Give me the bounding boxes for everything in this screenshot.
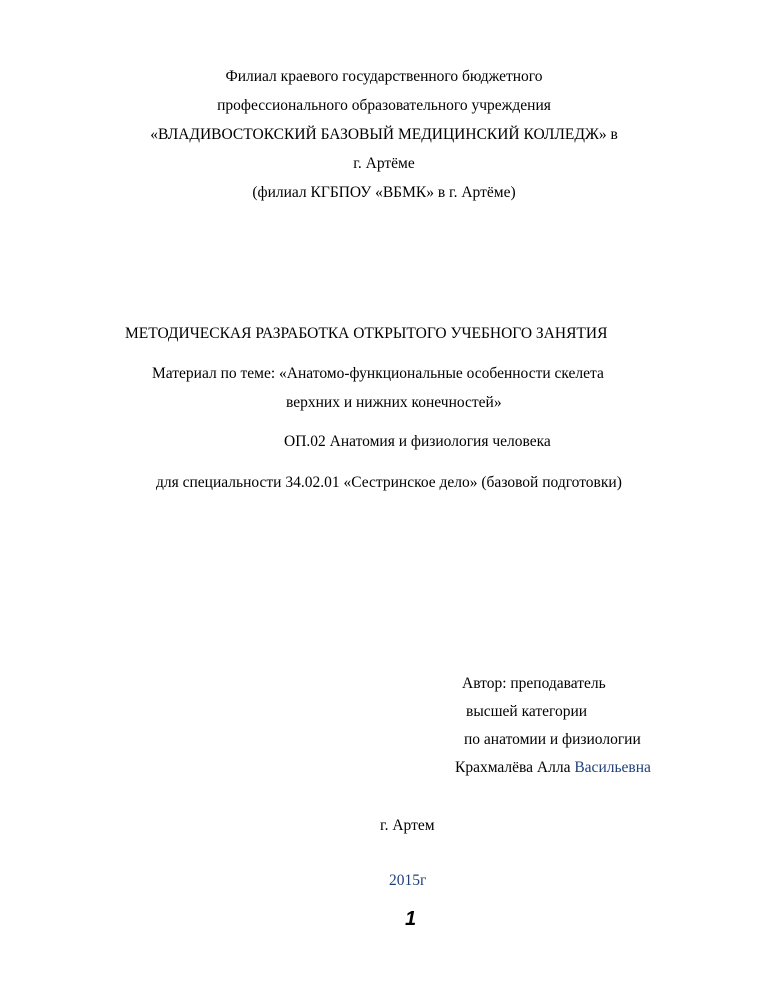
author-line-1: Автор: преподаватель	[462, 675, 606, 692]
specialty: для специальности 34.02.01 «Сестринское дело» (базовой подготовки)	[156, 474, 622, 491]
header-line-2: профессионального образовательного учреждения	[217, 97, 551, 114]
page-number: 1	[405, 908, 417, 930]
header-line-4: г. Артёме	[353, 155, 415, 172]
topic-line-2: верхних и нижних конечностей»	[286, 394, 502, 411]
topic-line-1: Материал по теме: «Анатомо-функциональные особенности скелета	[152, 365, 604, 382]
year: 2015г	[389, 872, 427, 889]
author-name-part1: Крахмалёва Алла	[455, 759, 571, 776]
discipline: ОП.02 Анатомия и физиология человека	[284, 433, 551, 450]
author-line-2: высшей категории	[466, 703, 588, 720]
author-name	[455, 760, 651, 776]
author-line-3: по анатомии и физиологии	[464, 731, 641, 748]
header-line-5: (филиал КГБПОУ «ВБМК» в г. Артёме)	[252, 184, 516, 201]
city: г. Артем	[380, 817, 435, 834]
header-line-3: «ВЛАДИВОСТОКСКИЙ БАЗОВЫЙ МЕДИЦИНСКИЙ КОЛЛЕДЖ» в	[150, 126, 618, 143]
author-name-part2: Васильевна	[574, 759, 651, 776]
header-line-1: Филиал краевого государственного бюджетного	[225, 68, 543, 85]
document-title: МЕТОДИЧЕСКАЯ РАЗРАБОТКА ОТКРЫТОГО УЧЕБНОГО ЗАНЯТИЯ	[125, 325, 608, 342]
